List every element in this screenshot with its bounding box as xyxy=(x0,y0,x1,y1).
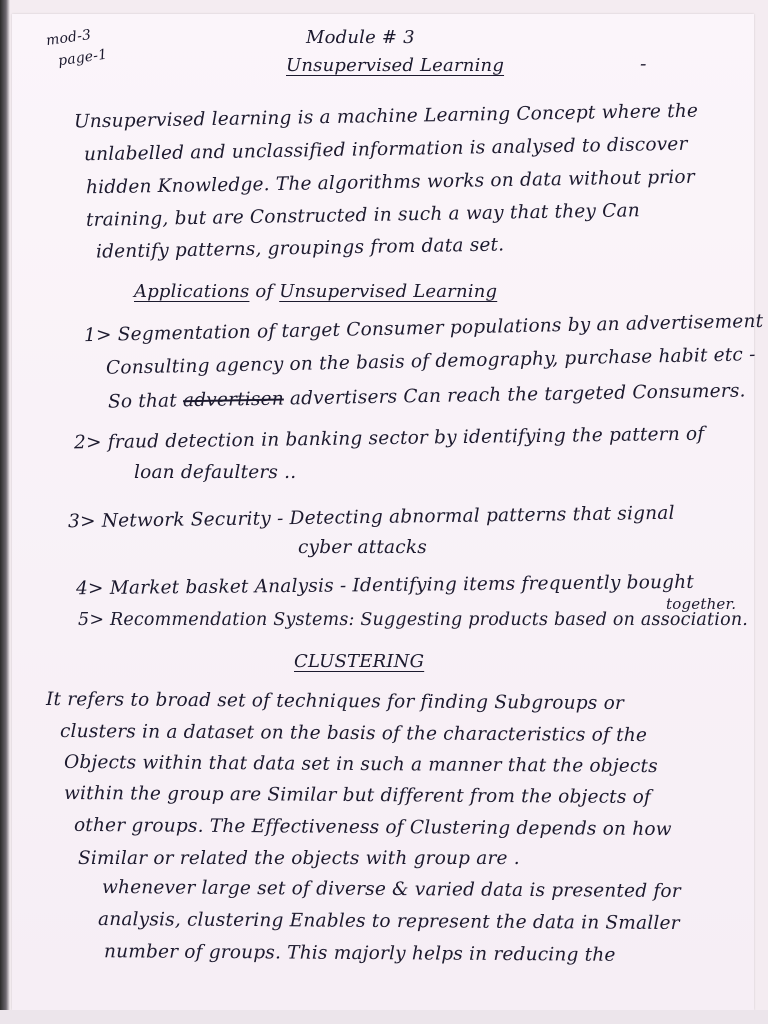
application-item-4: 4> Market basket Analysis - Identifying items frequently bought xyxy=(75,571,695,600)
applications-heading-topic: Unsupervised Learning xyxy=(279,281,498,302)
application-item-4-cont: together. xyxy=(666,595,737,613)
scan-bottom-strip xyxy=(0,1010,768,1024)
clustering-line: number of groups. This majorly helps in reducing the xyxy=(103,941,616,966)
corner-note-module: mod-3 xyxy=(45,26,93,50)
application-item-5: 5> Recommendation Systems: Suggesting products based on association. xyxy=(78,610,749,630)
clustering-heading: CLUSTERING xyxy=(294,651,425,672)
applications-heading-of: of xyxy=(255,281,274,302)
intro-line: identify patterns, groupings from data set. xyxy=(95,234,505,263)
application-item-2-cont: loan defaulters .. xyxy=(134,462,297,483)
application-item-2: 2> fraud detection in banking sector by identifying the pattern of xyxy=(73,423,705,454)
applications-heading xyxy=(134,280,497,304)
struck-word: advertisen xyxy=(182,388,285,412)
clustering-line: within the group are Similar but different from the objects of xyxy=(63,782,652,809)
clustering-line: Similar or related the objects with group are . xyxy=(78,848,520,869)
clustering-line: other groups. The Effectiveness of Clustering depends on how xyxy=(73,814,672,841)
clustering-line: whenever large set of diverse & varied data is presented for xyxy=(101,876,681,903)
application-item-1-cont: Consulting agency on the basis of demography, purchase habit etc - xyxy=(105,344,756,379)
intro-line: Unsupervised learning is a machine Learning Concept where the xyxy=(73,100,699,133)
corner-note-page: page-1 xyxy=(57,46,109,70)
clustering-line: Objects within that data set in such a manner that the objects xyxy=(63,751,658,778)
text-fragment: advertisers Can reach the targeted Consumers. xyxy=(289,380,746,410)
clustering-line: analysis, clustering Enables to represent the data in Smaller xyxy=(97,908,680,935)
application-item-3: 3> Network Security - Detecting abnormal patterns that signal xyxy=(67,502,675,533)
clustering-line: It refers to broad set of techniques for finding Subgroups or xyxy=(45,688,625,715)
text-fragment: So that xyxy=(107,390,178,413)
application-item-1: 1> Segmentation of target Consumer populations by an advertisement xyxy=(83,310,764,347)
applications-heading-word: Applications xyxy=(134,281,250,302)
module-heading: Module # 3 xyxy=(306,27,415,48)
scan-edge xyxy=(0,0,10,1024)
intro-line: hidden Knowledge. The algorithms works on data without prior xyxy=(85,166,696,199)
stray-dash: - xyxy=(640,53,647,75)
application-item-3-cont: cyber attacks xyxy=(298,537,427,558)
intro-line: unlabelled and unclassified information is analysed to discover xyxy=(83,133,688,166)
intro-line: training, but are Constructed in such a way that they Can xyxy=(85,200,641,231)
page-title: Unsupervised Learning xyxy=(286,55,505,76)
clustering-line: clusters in a dataset on the basis of the characteristics of the xyxy=(59,720,648,747)
